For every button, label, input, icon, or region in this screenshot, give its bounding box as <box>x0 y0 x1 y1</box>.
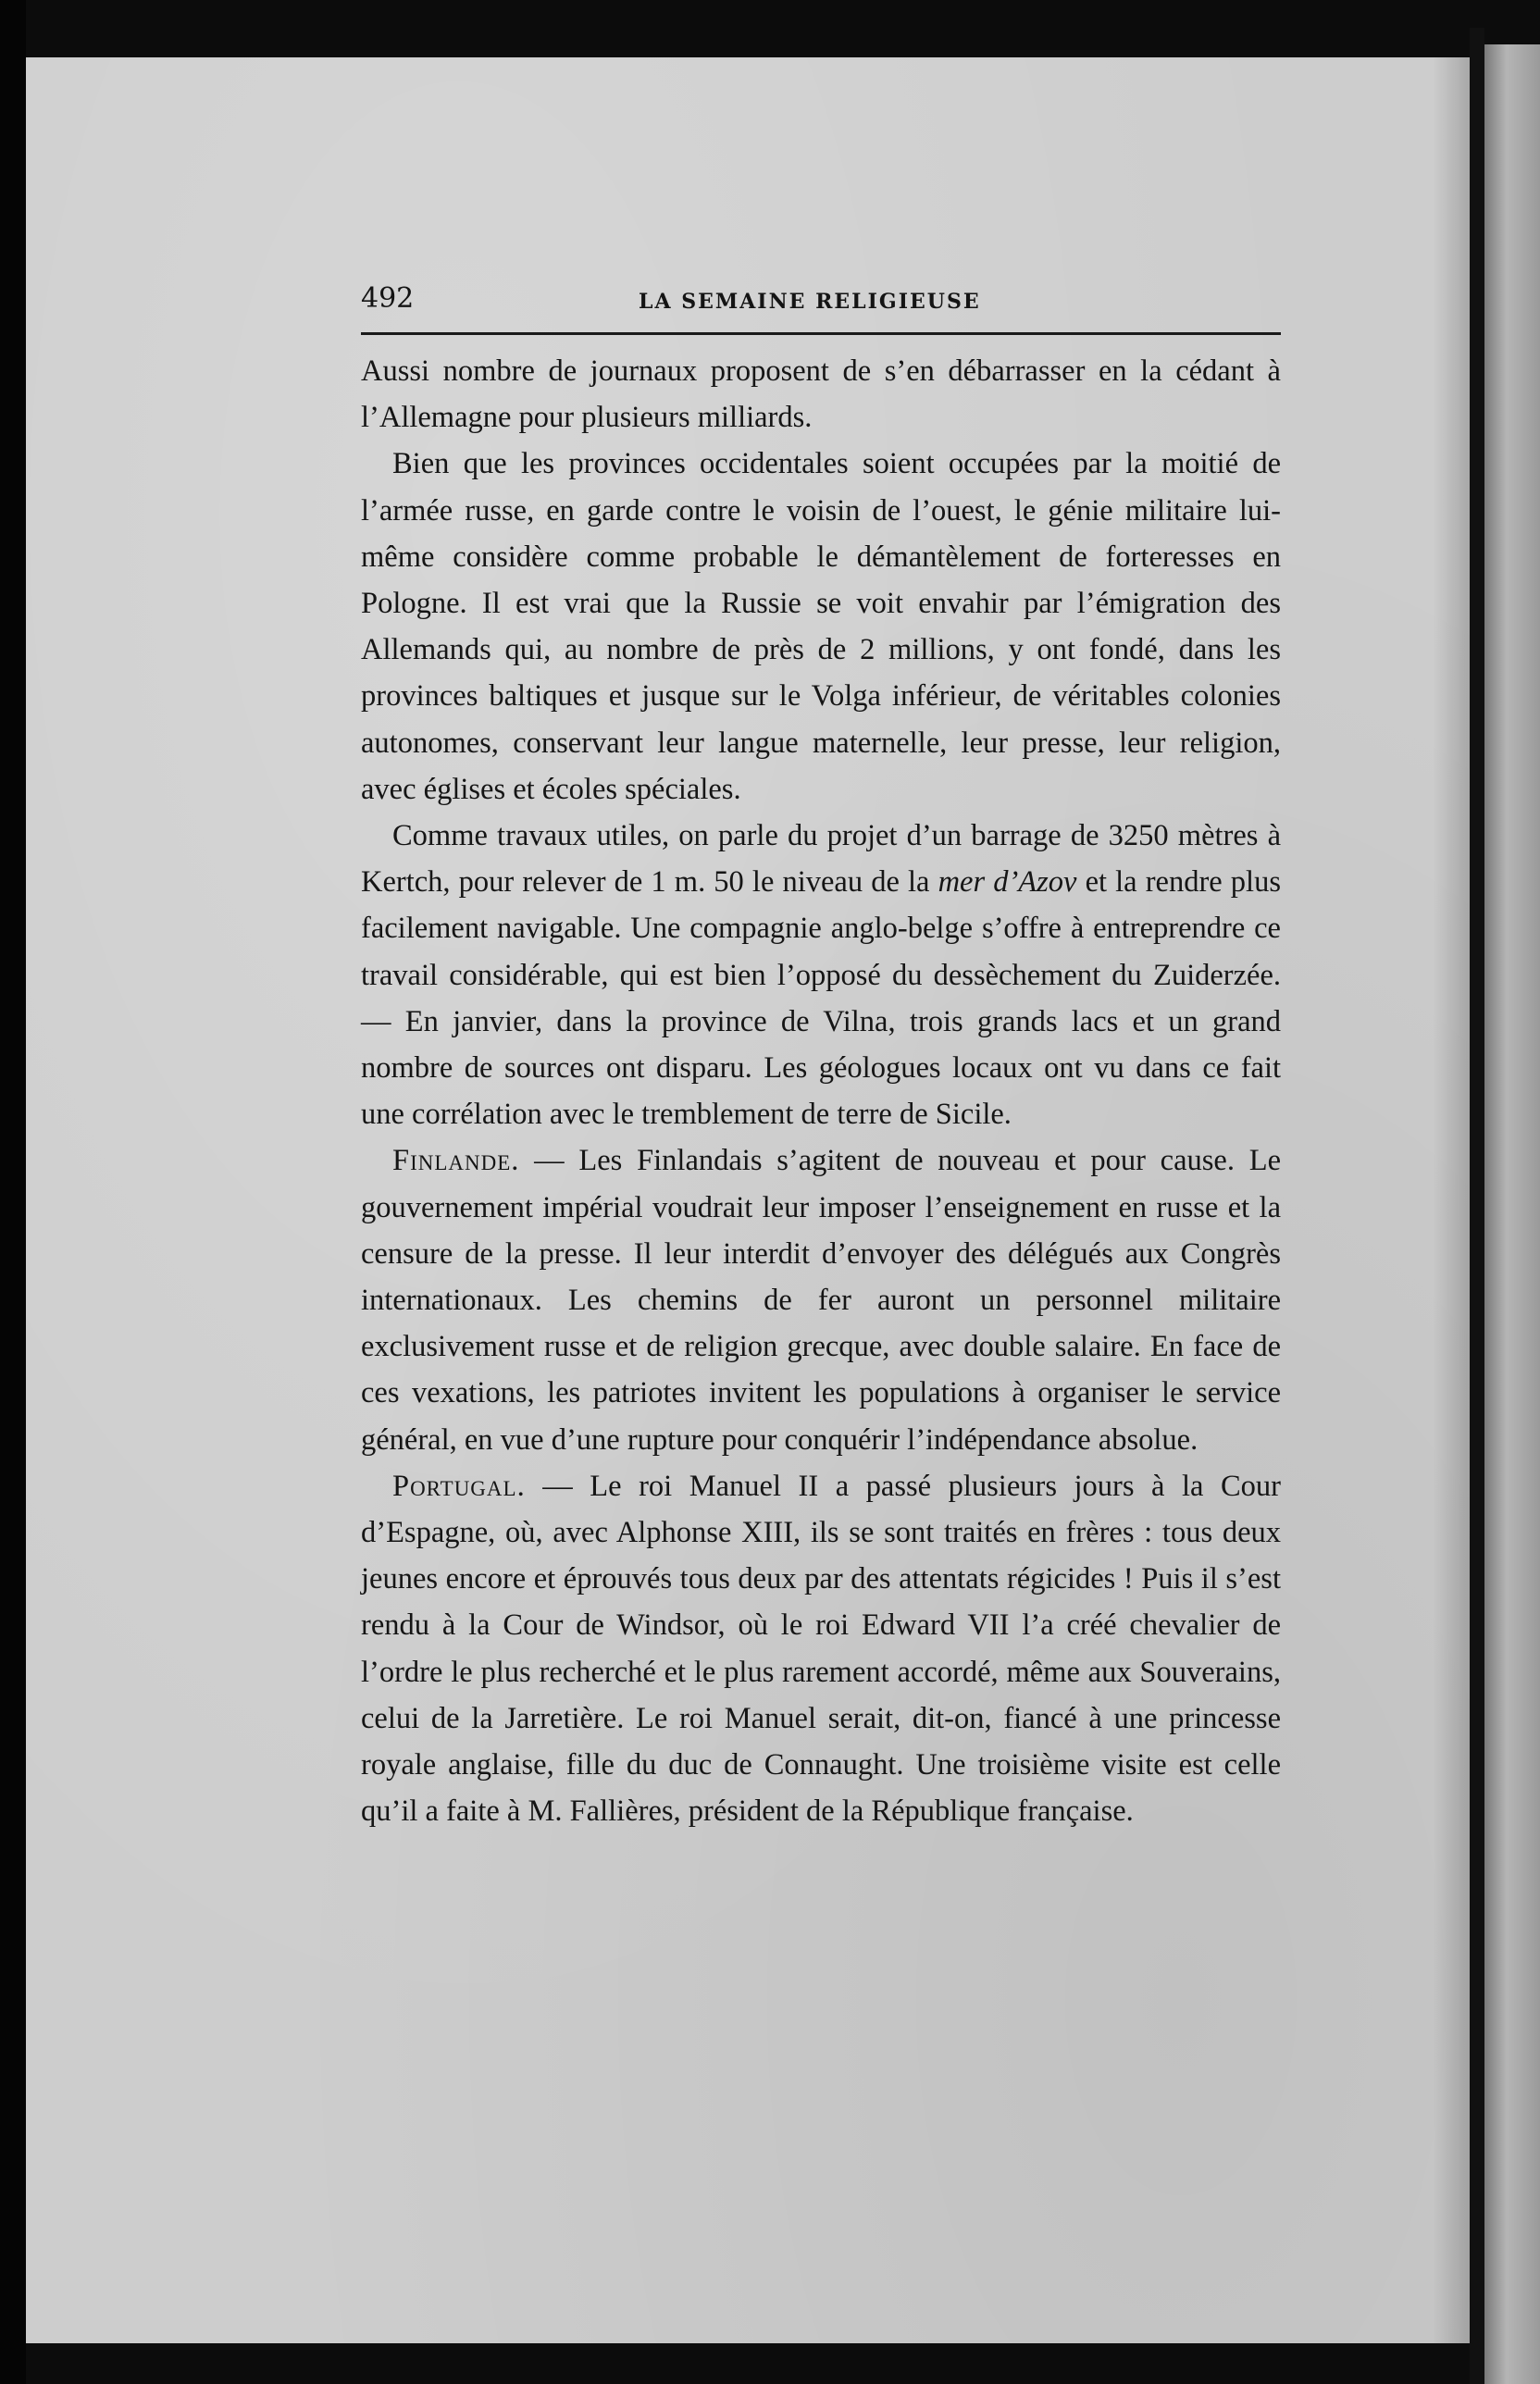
body-text <box>361 348 1281 1835</box>
page-number: 492 <box>361 282 415 315</box>
paragraph-finlande-text: — Les Finlandais s’agitent de nouveau et pour cause. Le gouvernement impérial voudrait leur imposer l’enseignement en russe et la censure de la presse. Il leur interdit d’envoyer des délégués aux Congrès internationaux. Les chemins de fer auront un personnel militaire exclusivement russe et de religion grecque, avec double salaire. En face de ces vexations, les patriotes invitent les populations à organiser le service général, en vue d’une rupture pour conquérir l’indépendance absolue. <box>361 1144 1281 1457</box>
page-gutter-shadow <box>1433 57 1470 2343</box>
paragraph-2 <box>361 441 1281 813</box>
paragraph-3-text-start: Comme travaux utiles, on parle du projet d’un barrage de 3250 mètres à Kertch, pour relever de 1 m. 50 le niveau de la <box>361 819 1281 900</box>
paragraph-portugal-text: — Le roi Manuel II a passé plusieurs jours à la Cour d’Espagne, où, avec Alphonse XIII, ils se sont traités en frères : tous deux jeunes encore et éprouvés tous deux par des attentats régicides ! Puis il s’est rendu à la Cour de Windsor, où le roi Edward VII l’a créé chevalier de l’ordre le plus recherché et le plus rarement accordé, même aux Souverains, celui de la Jarretière. Le roi Manuel serait, dit-on, fiancé à une princesse royale anglaise, fille du duc de Connaught. Une troisième visite est celle qu’il a faite à M. Fallières, président de la République française. <box>361 1469 1281 1829</box>
paragraph-portugal <box>361 1463 1281 1835</box>
section-heading-portugal: Portugal. <box>392 1469 526 1503</box>
paragraph-3-text-end: et la rendre plus facilement navigable. Une compagnie anglo-belge s’offre à entreprendre ce travail considérable, qui est bien l’opposé du dessèchement du Zuiderzée. — En janvier, dans la province de Vilna, trois grands lacs et un grand nombre de sources ont disparu. Les géologues locaux ont vu dans ce fait une corrélation avec le tremblement de terre de Sicile. <box>361 865 1281 1132</box>
section-heading-finlande: Finlande. <box>392 1144 520 1178</box>
running-title: LA SEMAINE RELIGIEUSE <box>639 290 981 314</box>
next-page-sliver <box>1484 44 1540 2384</box>
paragraph-3-italic-term: mer d’Azov <box>938 865 1077 900</box>
header-rule <box>361 332 1281 335</box>
scan-border-left <box>0 0 26 2384</box>
paragraph-3 <box>361 813 1281 1137</box>
paragraph-1 <box>361 348 1281 441</box>
paragraph-finlande <box>361 1137 1281 1462</box>
paragraph-2-text: Bien que les provinces occidentales soient occupées par la moitié de l’armée russe, en garde contre le voisin de l’ouest, le génie militaire lui-même considère comme probable le démantèlement de forteresses en Pologne. Il est vrai que la Russie se voit envahir par l’émigration des Allemands qui, au nombre de près de 2 millions, y ont fondé, dans les provinces baltiques et jusque sur le Volga inférieur, de véritables colonies autonomes, conservant leur langue maternelle, leur presse, leur religion, avec églises et écoles spéciales. <box>361 447 1281 806</box>
page-edge-strip <box>1470 28 1484 2384</box>
running-header <box>361 282 1281 323</box>
paragraph-1-text: Aussi nombre de journaux proposent de s’en débarrasser en la cédant à l’Allemagne pour plusieurs milliards. <box>361 354 1281 435</box>
